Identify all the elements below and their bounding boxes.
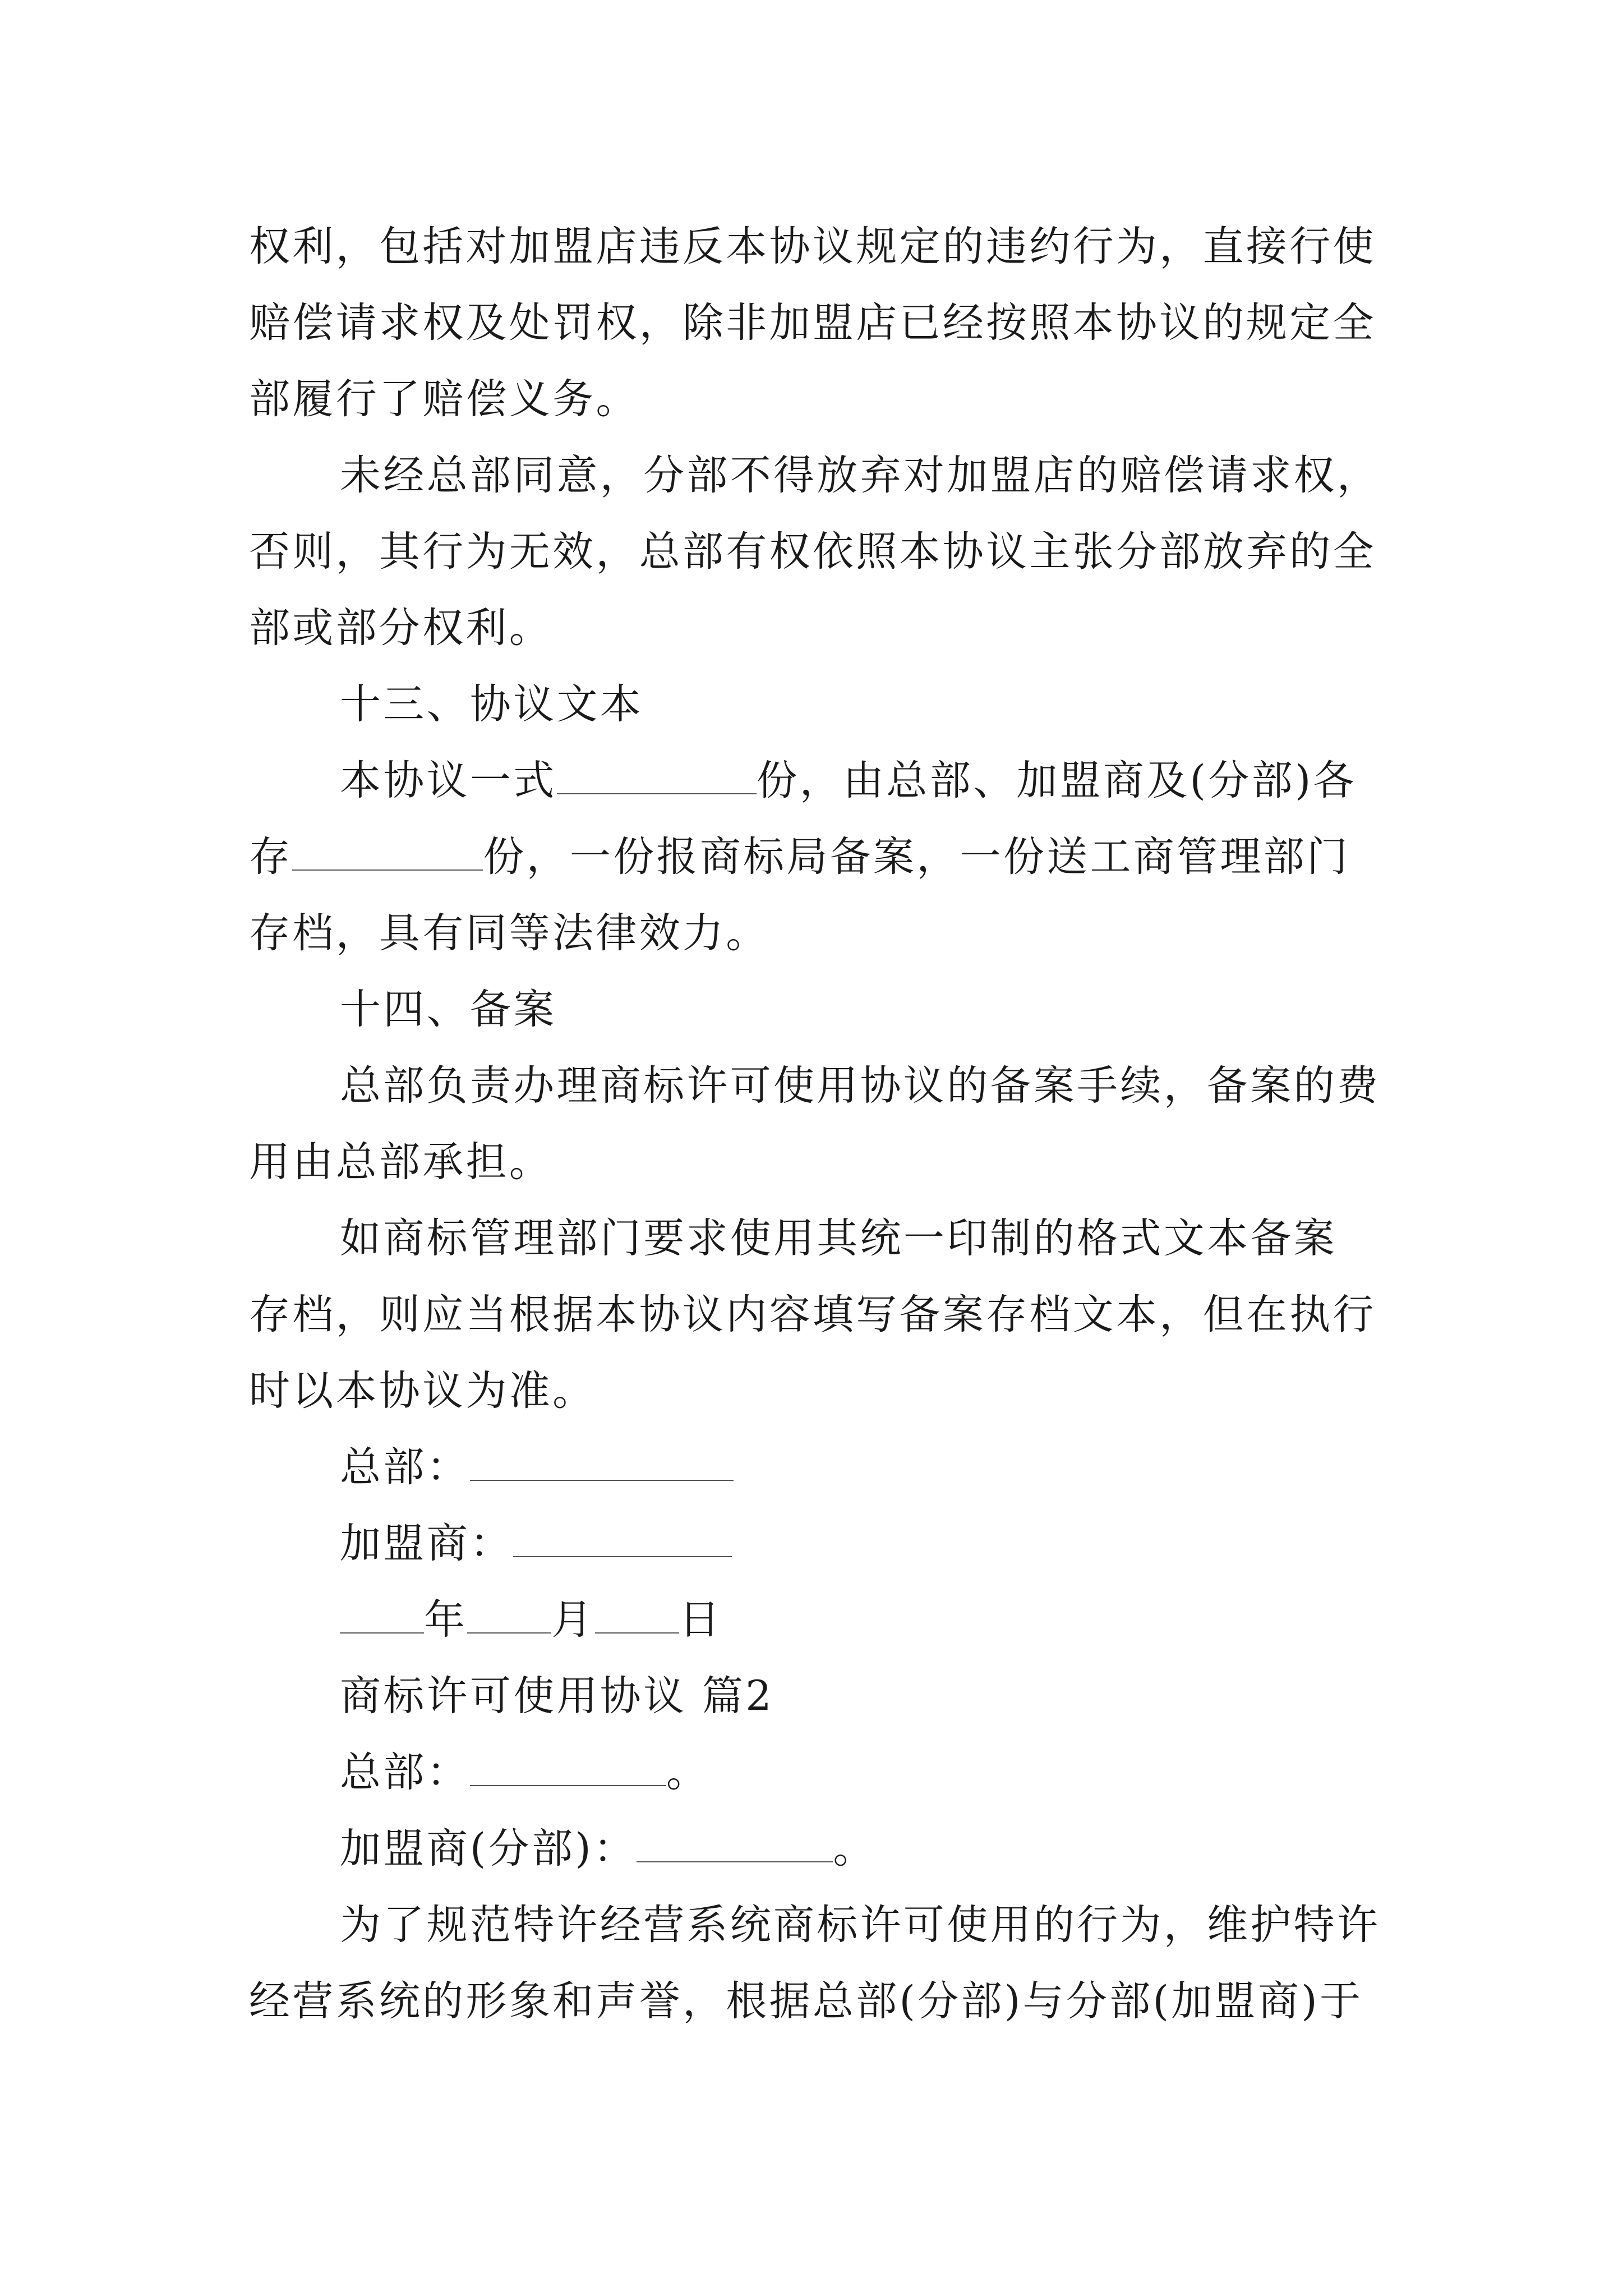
signature-franchisee: [249, 1506, 1387, 1582]
copies-count-blank: [557, 761, 757, 794]
day-label: 日: [679, 1596, 722, 1644]
paragraph-line: 经营系统的形象和声誉，根据总部(分部)与分部(加盟商)于: [249, 1977, 1363, 2025]
paragraph-line: 否则，其行为无效，总部有权依照本协议主张分部放弃的全: [249, 528, 1376, 576]
franchisee-blank-2: [637, 1829, 833, 1862]
signature-date: [249, 1582, 1387, 1658]
hq-blank: [470, 1447, 734, 1481]
paragraph-line: 权利，包括对加盟店违反本协议规定的违约行为，直接行使: [249, 223, 1376, 270]
hq-label: 总部：: [340, 1443, 470, 1491]
document-body: [249, 209, 1387, 2040]
signature-franchisee-2: [249, 1811, 1387, 1887]
paragraph-line: 用由总部承担。: [249, 1138, 553, 1186]
franchisee-end-2: 。: [833, 1825, 877, 1872]
copies-line-2: [249, 819, 1387, 895]
paragraph-line: 为了规范特许经营系统商标许可使用的行为，维护特许: [340, 1901, 1381, 1949]
year-blank: [340, 1600, 424, 1634]
day-blank: [595, 1600, 679, 1634]
copies-suffix: 份，由总部、加盟商及(分部)各: [756, 757, 1357, 804]
franchisee-blank: [513, 1524, 732, 1557]
paragraph-line: 如商标管理部门要求使用其统一印制的格式文本备案: [340, 1214, 1337, 1262]
franchisee-label-2: 加盟商(分部)：: [340, 1825, 637, 1872]
paragraph-line: 未经总部同意，分部不得放弃对加盟店的赔偿请求权，: [340, 452, 1381, 499]
paragraph-line: 部或部分权利。: [249, 604, 553, 652]
paragraph-line: 总部负责办理商标许可使用协议的备案手续，备案的费: [340, 1062, 1381, 1110]
month-blank: [467, 1600, 551, 1634]
paragraph-line: 存档，具有同等法律效力。: [249, 909, 769, 957]
copies-line: [249, 743, 1387, 819]
hq-blank-2: [470, 1752, 666, 1786]
paragraph-line: 存档，则应当根据本协议内容填写备案存档文本，但在执行: [249, 1291, 1376, 1338]
copies-suffix-2: 份，一份报商标局备案，一份送工商管理部门: [483, 833, 1350, 881]
signature-hq: [249, 1429, 1387, 1506]
paragraph-line: 部履行了赔偿义务。: [249, 375, 639, 423]
paragraph-line: 赔偿请求权及处罚权，除非加盟店已经按照本协议的规定全: [249, 299, 1376, 347]
signature-hq-2: [249, 1734, 1387, 1811]
paragraph-line: 时以本协议为准。: [249, 1367, 596, 1415]
section-heading-14: 十四、备案: [340, 986, 557, 1033]
section-title-2: 商标许可使用协议 篇2: [340, 1672, 774, 1720]
section-heading-13: 十三、协议文本: [340, 680, 644, 728]
month-label: 月: [551, 1596, 595, 1644]
hq-end-2: 。: [666, 1749, 710, 1796]
copies-count-blank-2: [292, 837, 483, 871]
hq-label-2: 总部：: [340, 1749, 470, 1796]
copies-prefix-2: 存: [249, 833, 293, 881]
franchisee-label: 加盟商：: [340, 1520, 514, 1567]
copies-prefix: 本协议一式: [340, 757, 557, 804]
year-label: 年: [424, 1596, 468, 1644]
